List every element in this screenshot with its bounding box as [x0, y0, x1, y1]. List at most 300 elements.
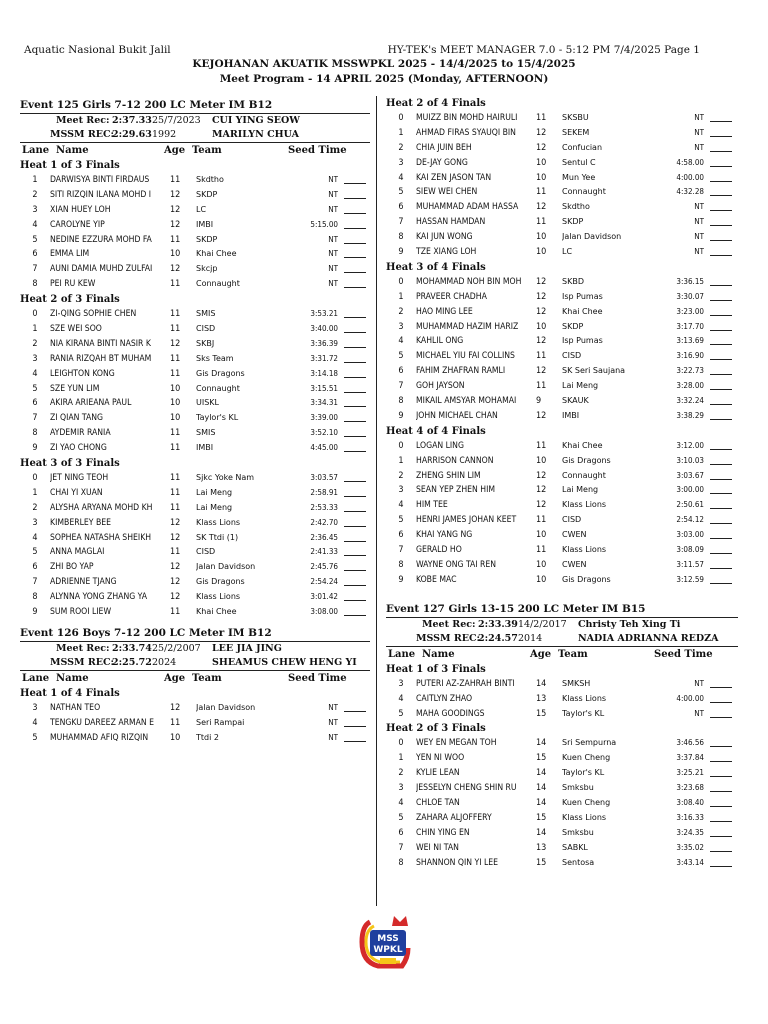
- result-blank: [344, 471, 366, 482]
- swimmer-age: 14: [536, 678, 547, 689]
- lane-number: 3: [32, 517, 38, 528]
- entry-row: [386, 513, 738, 528]
- lane-number: 2: [398, 306, 404, 317]
- seed-time: 3:03.67: [676, 470, 704, 480]
- team-name: SKDP: [562, 217, 584, 227]
- team-header: Team: [192, 145, 222, 156]
- team-name: Connaught: [196, 383, 240, 393]
- entry-row: [386, 349, 738, 364]
- seed-time: 3:00.00: [676, 485, 704, 495]
- swimmer-age: 11: [170, 175, 181, 185]
- swimmer-name: JET NING TEOH: [50, 473, 109, 484]
- meet-rec-holder: CUI YING SEOW: [212, 115, 300, 126]
- result-blank: [344, 277, 366, 288]
- seed-time: NT: [694, 142, 704, 152]
- lane-number: 3: [398, 485, 404, 496]
- lane-header: Lane: [22, 672, 50, 684]
- swimmer-age: 14: [536, 783, 547, 794]
- lane-number: 8: [32, 428, 38, 439]
- result-blank: [344, 731, 366, 742]
- mssm-rec-holder: NADIA ADRIANNA REDZA: [578, 632, 719, 644]
- swimmer-age: 12: [536, 410, 547, 421]
- swimmer-age: 14: [536, 738, 547, 749]
- swimmer-age: 12: [170, 204, 181, 215]
- team-name: Smksbu: [562, 783, 594, 793]
- swimmer-name: GERALD HO: [416, 545, 462, 556]
- result-blank: [710, 781, 732, 792]
- team-name: Lai Meng: [196, 487, 233, 497]
- result-blank: [710, 141, 732, 152]
- team-name: CISD: [196, 324, 216, 334]
- swimmer-name: LEIGHTON KONG: [50, 368, 115, 379]
- entry-row: [386, 215, 738, 230]
- meet-record-row: [20, 642, 370, 656]
- result-blank: [710, 796, 732, 807]
- swimmer-age: 9: [536, 396, 542, 407]
- seed-time: 2:41.33: [310, 547, 338, 557]
- result-blank: [344, 307, 366, 318]
- result-blank: [710, 245, 732, 256]
- swimmer-name: AYDEMIR RANIA: [50, 428, 111, 439]
- team-name: Connaught: [562, 470, 606, 480]
- team-name: LC: [196, 204, 207, 214]
- entry-row: [386, 498, 738, 513]
- swimmer-name: CHIA JUIN BEH: [416, 142, 472, 153]
- result-blank: [344, 716, 366, 727]
- swimmer-name: AUNI DAMIA MUHD ZULFAI: [50, 264, 153, 275]
- team-name: CWEN: [562, 530, 587, 540]
- meet-rec-label: Meet Rec:: [422, 618, 476, 630]
- result-blank: [710, 290, 732, 301]
- swimmer-age: 11: [170, 368, 181, 379]
- result-blank: [710, 826, 732, 837]
- meet-title: KEJOHANAN AKUATIK MSSWPKL 2025 - 14/4/2025 to 15/4/2025: [192, 58, 576, 70]
- entry-row: [20, 352, 370, 367]
- seed-time: NT: [328, 189, 338, 199]
- swimmer-name: GOH JAYSON: [416, 381, 465, 392]
- swimmer-age: 10: [536, 321, 547, 332]
- seed-time: 3:52.10: [310, 428, 338, 438]
- swimmer-age: 12: [536, 127, 547, 138]
- seed-time: NT: [328, 175, 338, 184]
- team-name: SKDP: [196, 189, 218, 199]
- seed-time: 3:34.31: [310, 398, 338, 408]
- team-name: SEKEM: [562, 127, 590, 137]
- venue-name: Aquatic Nasional Bukit Jalil: [24, 44, 171, 56]
- result-blank: [344, 352, 366, 363]
- swimmer-name: NIA KIRANA BINTI NASIR K: [50, 338, 151, 349]
- page-header: [0, 0, 768, 100]
- seed-time: 3:31.72: [310, 353, 338, 363]
- team-name: SKBD: [562, 276, 584, 286]
- swimmer-name: HAO MING LEE: [416, 306, 473, 317]
- result-blank: [710, 379, 732, 390]
- lane-number: 1: [32, 175, 38, 185]
- team-name: Khai Chee: [562, 306, 603, 316]
- seed-time: NT: [694, 113, 704, 122]
- lane-number: 7: [398, 217, 404, 228]
- seed-time: 3:39.00: [310, 413, 338, 423]
- swimmer-age: 11: [170, 607, 181, 618]
- entry-row: [20, 731, 370, 746]
- team-name: CWEN: [562, 559, 587, 569]
- lane-number: 2: [32, 338, 38, 349]
- result-blank: [344, 382, 366, 393]
- lane-number: 1: [398, 455, 404, 466]
- entry-row: [20, 337, 370, 352]
- lane-number: 5: [398, 515, 404, 526]
- column-header: [386, 646, 738, 662]
- swimmer-age: 12: [170, 592, 181, 603]
- swimmer-name: CAROLYNE YIP: [50, 219, 105, 230]
- swimmer-name: ZI QIAN TANG: [50, 413, 104, 424]
- swimmer-age: 12: [536, 291, 547, 302]
- entry-row: [386, 171, 738, 186]
- lane-number: 3: [32, 353, 38, 364]
- seed-time: 5:15.00: [310, 219, 338, 229]
- swimmer-age: 10: [536, 157, 547, 168]
- swimmer-name: ALYSHA ARYANA MOHD KH: [50, 502, 153, 513]
- swimmer-age: 12: [536, 485, 547, 496]
- team-header: Team: [558, 648, 588, 660]
- mssm-rec-time: 2:29.63: [112, 129, 152, 140]
- swimmer-age: 12: [536, 500, 547, 511]
- entry-row: [20, 247, 370, 262]
- lane-number: 7: [32, 413, 38, 424]
- entry-row: [386, 856, 738, 871]
- seed-time: 3:37.84: [676, 753, 704, 763]
- swimmer-age: 11: [536, 351, 547, 362]
- seed-time: NT: [328, 717, 338, 727]
- name-header: Name: [56, 672, 89, 684]
- lane-number: 1: [398, 753, 404, 764]
- swimmer-name: ZHI BO YAP: [50, 562, 94, 573]
- seed-time: NT: [328, 732, 338, 742]
- result-blank: [344, 545, 366, 556]
- heat-title: Heat 1 of 4 Finals: [20, 687, 120, 699]
- lane-number: 2: [32, 502, 38, 513]
- team-name: IMBI: [196, 443, 214, 453]
- column-header: [20, 142, 370, 158]
- result-blank: [344, 590, 366, 601]
- entry-row: [386, 245, 738, 260]
- swimmer-name: NEDINE EZZURA MOHD FA: [50, 234, 152, 245]
- entry-row: [20, 411, 370, 426]
- swimmer-name: HIM TEE: [416, 500, 448, 511]
- left-column: [20, 96, 370, 746]
- meet-record-row: [20, 114, 370, 128]
- swimmer-age: 10: [536, 559, 547, 570]
- meet-rec-time: 2:33.39: [478, 618, 518, 630]
- seed-time: 3:53.21: [310, 309, 338, 319]
- meet-rec-holder: LEE JIA JING: [212, 642, 282, 654]
- swimmer-name: HENRI JAMES JOHAN KEET: [416, 515, 517, 526]
- event-section: [20, 624, 370, 746]
- seed-time: 3:08.00: [310, 607, 338, 617]
- seed-header: Seed Time: [288, 145, 347, 156]
- lane-number: 2: [398, 768, 404, 779]
- result-blank: [344, 426, 366, 437]
- entry-row: [386, 394, 738, 409]
- seed-time: 3:01.42: [310, 592, 338, 602]
- seed-time: NT: [694, 202, 704, 212]
- event-title: Event 125 Girls 7-12 200 LC Meter IM B12: [20, 96, 370, 114]
- lane-number: 1: [32, 324, 38, 335]
- result-blank: [710, 320, 732, 331]
- result-blank: [344, 411, 366, 422]
- seed-time: 3:24.35: [676, 827, 704, 837]
- result-blank: [344, 173, 366, 184]
- seed-time: NT: [694, 678, 704, 688]
- seed-time: NT: [328, 279, 338, 289]
- team-name: Isp Pumas: [562, 291, 603, 301]
- lane-number: 0: [398, 113, 404, 123]
- swimmer-name: MUHAMMAD HAZIM HARIZ: [416, 321, 519, 332]
- entry-row: [386, 543, 738, 558]
- result-blank: [344, 605, 366, 616]
- result-blank: [710, 275, 732, 286]
- entry-row: [20, 516, 370, 531]
- swimmer-age: 14: [536, 768, 547, 779]
- swimmer-age: 11: [170, 428, 181, 439]
- seed-time: 3:35.02: [676, 842, 704, 852]
- result-blank: [344, 367, 366, 378]
- column-divider: [376, 96, 377, 906]
- seed-time: 3:08.09: [676, 545, 704, 555]
- swimmer-name: KAI JUN WONG: [416, 232, 473, 243]
- seed-time: 4:00.00: [676, 172, 704, 182]
- result-blank: [710, 513, 732, 524]
- team-name: Kuen Cheng: [562, 797, 611, 807]
- swimmer-age: 11: [536, 187, 547, 198]
- lane-number: 4: [32, 532, 38, 543]
- swimmer-age: 13: [536, 693, 547, 704]
- swimmer-age: 11: [170, 279, 181, 290]
- swimmer-name: TZE XIANG LOH: [416, 247, 477, 258]
- meet-rec-date: 25/2/2007: [152, 642, 201, 654]
- swimmer-name: DARWISYA BINTI FIRDAUS: [50, 175, 150, 185]
- swimmer-age: 10: [170, 398, 181, 409]
- entry-row: [386, 379, 738, 394]
- swimmer-age: 11: [170, 443, 181, 454]
- swimmer-age: 12: [536, 276, 547, 287]
- event-spacer: [386, 588, 738, 600]
- mssm-rec-time: 2:25.72: [112, 656, 152, 668]
- team-name: SKDP: [196, 234, 218, 244]
- swimmer-age: 12: [170, 562, 181, 573]
- swimmer-name: SIEW WEI CHEN: [416, 187, 478, 198]
- swimmer-name: EMMA LIM: [50, 249, 90, 260]
- seed-time: 3:14.18: [310, 368, 338, 378]
- swimmer-age: 10: [536, 247, 547, 258]
- seed-time: 3:08.40: [676, 797, 704, 807]
- result-blank: [710, 394, 732, 405]
- entry-row: [20, 396, 370, 411]
- lane-number: 9: [398, 247, 404, 258]
- seed-time: 3:23.68: [676, 783, 704, 793]
- lane-number: 5: [32, 383, 38, 394]
- swimmer-name: RANIA RIZQAH BT MUHAM: [50, 353, 152, 364]
- meet-rec-date: 25/7/2023: [152, 115, 201, 126]
- heat-title: Heat 3 of 4 Finals: [386, 261, 486, 273]
- seed-time: 3:11.57: [676, 559, 704, 569]
- swimmer-age: 12: [536, 470, 547, 481]
- entry-row: [20, 716, 370, 731]
- team-name: SKDP: [562, 321, 584, 331]
- lane-number: 7: [32, 264, 38, 275]
- entry-row: [386, 141, 738, 156]
- team-name: Gis Dragons: [562, 574, 611, 584]
- swimmer-age: 11: [170, 717, 181, 728]
- swimmer-age: 11: [536, 381, 547, 392]
- result-blank: [710, 528, 732, 539]
- team-name: Gis Dragons: [196, 368, 245, 378]
- event-title: Event 127 Girls 13-15 200 LC Meter IM B15: [386, 600, 738, 618]
- result-blank: [344, 486, 366, 497]
- column-header: [20, 670, 370, 686]
- swimmer-age: 12: [170, 517, 181, 528]
- lane-number: 0: [398, 738, 404, 749]
- team-name: Lai Meng: [562, 381, 599, 391]
- mssm-rec-holder: MARILYN CHUA: [212, 129, 299, 140]
- swimmer-name: KYLIE LEAN: [416, 768, 460, 779]
- entry-row: [20, 188, 370, 203]
- swimmer-name: MOHAMMAD NOH BIN MOH: [416, 276, 522, 287]
- team-name: LC: [562, 247, 573, 257]
- lane-number: 1: [398, 291, 404, 302]
- team-name: Gis Dragons: [196, 577, 245, 587]
- result-blank: [710, 111, 732, 122]
- team-name: Jalan Davidson: [562, 232, 622, 242]
- swimmer-name: SHANNON QIN YI LEE: [416, 857, 499, 868]
- seed-time: 2:58.91: [310, 487, 338, 497]
- swimmer-age: 15: [536, 857, 547, 868]
- seed-time: 3:15.51: [310, 383, 338, 393]
- seed-header: Seed Time: [288, 672, 347, 684]
- entry-row: [20, 382, 370, 397]
- lane-number: 4: [32, 368, 38, 379]
- seed-time: 3:03.00: [676, 530, 704, 540]
- lane-number: 4: [398, 693, 404, 704]
- result-blank: [710, 439, 732, 450]
- result-blank: [710, 185, 732, 196]
- result-blank: [344, 396, 366, 407]
- swimmer-age: 11: [536, 440, 547, 451]
- result-blank: [344, 441, 366, 452]
- program-title: Meet Program - 14 APRIL 2025 (Monday, AFTERNOON): [219, 73, 549, 85]
- entry-row: [386, 200, 738, 215]
- entry-row: [386, 275, 738, 290]
- team-name: Klass Lions: [562, 812, 607, 822]
- seed-time: 3:23.00: [676, 306, 704, 316]
- seed-time: 3:43.14: [676, 857, 704, 867]
- team-name: SKAUK: [562, 396, 589, 406]
- entry-row: [386, 736, 738, 751]
- mssm-rec-date: 2014: [518, 632, 543, 644]
- entry-row: [20, 531, 370, 546]
- event-title: Event 126 Boys 7-12 200 LC Meter IM B12: [20, 624, 370, 642]
- lane-number: 2: [32, 189, 38, 200]
- swimmer-age: 11: [170, 502, 181, 513]
- swimmer-age: 12: [170, 338, 181, 349]
- lane-number: 4: [32, 219, 38, 230]
- result-blank: [344, 337, 366, 348]
- seed-time: 3:16.33: [676, 812, 704, 822]
- team-name: Taylor's KL: [562, 708, 605, 718]
- entry-row: [386, 841, 738, 856]
- seed-time: 4:00.00: [676, 693, 704, 703]
- entry-row: [386, 185, 738, 200]
- entry-row: [386, 439, 738, 454]
- swimmer-name: SZE WEI SOO: [50, 324, 102, 335]
- swimmer-name: ZI-QING SOPHIE CHEN: [50, 309, 137, 320]
- entry-row: [386, 334, 738, 349]
- team-name: Mun Yee: [562, 172, 596, 182]
- seed-time: 3:12.59: [676, 574, 704, 584]
- swimmer-age: 11: [536, 545, 547, 556]
- swimmer-name: CHLOE TAN: [416, 797, 460, 808]
- heat-title: Heat 4 of 4 Finals: [386, 425, 486, 437]
- seed-time: NT: [694, 127, 704, 137]
- swimmer-age: 11: [536, 217, 547, 228]
- team-name: Klass Lions: [196, 517, 241, 527]
- seed-header: Seed Time: [654, 648, 713, 660]
- entry-row: [20, 605, 370, 620]
- swimmer-age: 15: [536, 812, 547, 823]
- meet-rec-label: Meet Rec:: [56, 642, 110, 654]
- team-name: SK Seri Saujana: [562, 366, 626, 376]
- team-name: Klass Lions: [196, 592, 241, 602]
- swimmer-name: JESSELYN CHENG SHIN RU: [416, 783, 517, 794]
- heat-title: Heat 1 of 3 Finals: [386, 663, 486, 675]
- swimmer-name: KIMBERLEY BEE: [50, 517, 112, 528]
- swimmer-name: ANNA MAGLAI: [50, 547, 105, 558]
- swimmer-name: MUIZZ BIN MOHD HAIRULI: [416, 113, 518, 123]
- entry-row: [20, 471, 370, 486]
- seed-time: 3:13.69: [676, 336, 704, 346]
- swimmer-name: CHAI YI XUAN: [50, 487, 103, 498]
- result-blank: [344, 188, 366, 199]
- meet-rec-time: 2:37.33: [112, 115, 152, 126]
- result-blank: [710, 126, 732, 137]
- team-name: Gis Dragons: [562, 455, 611, 465]
- seed-time: 3:17.70: [676, 321, 704, 331]
- lane-number: 4: [398, 336, 404, 347]
- seed-time: NT: [328, 204, 338, 214]
- swimmer-name: MAHA GOODINGS: [416, 708, 485, 719]
- lane-number: 6: [32, 398, 38, 409]
- team-name: Smksbu: [562, 827, 594, 837]
- seed-time: NT: [694, 217, 704, 227]
- entry-row: [386, 781, 738, 796]
- swimmer-age: 14: [536, 797, 547, 808]
- swimmer-name: KAI ZEN JASON TAN: [416, 172, 492, 183]
- result-blank: [710, 751, 732, 762]
- lane-header: Lane: [388, 648, 416, 660]
- team-name: Klass Lions: [562, 545, 607, 555]
- lane-number: 6: [398, 827, 404, 838]
- swimmer-name: WAYNE ONG TAI REN: [416, 559, 497, 570]
- result-blank: [710, 454, 732, 465]
- mss-wpkl-logo: [356, 912, 414, 972]
- lane-number: 6: [398, 202, 404, 213]
- entry-row: [20, 560, 370, 575]
- lane-number: 0: [398, 276, 404, 287]
- lane-number: 0: [398, 440, 404, 451]
- lane-number: 4: [398, 500, 404, 511]
- result-blank: [710, 736, 732, 747]
- lane-number: 6: [398, 366, 404, 377]
